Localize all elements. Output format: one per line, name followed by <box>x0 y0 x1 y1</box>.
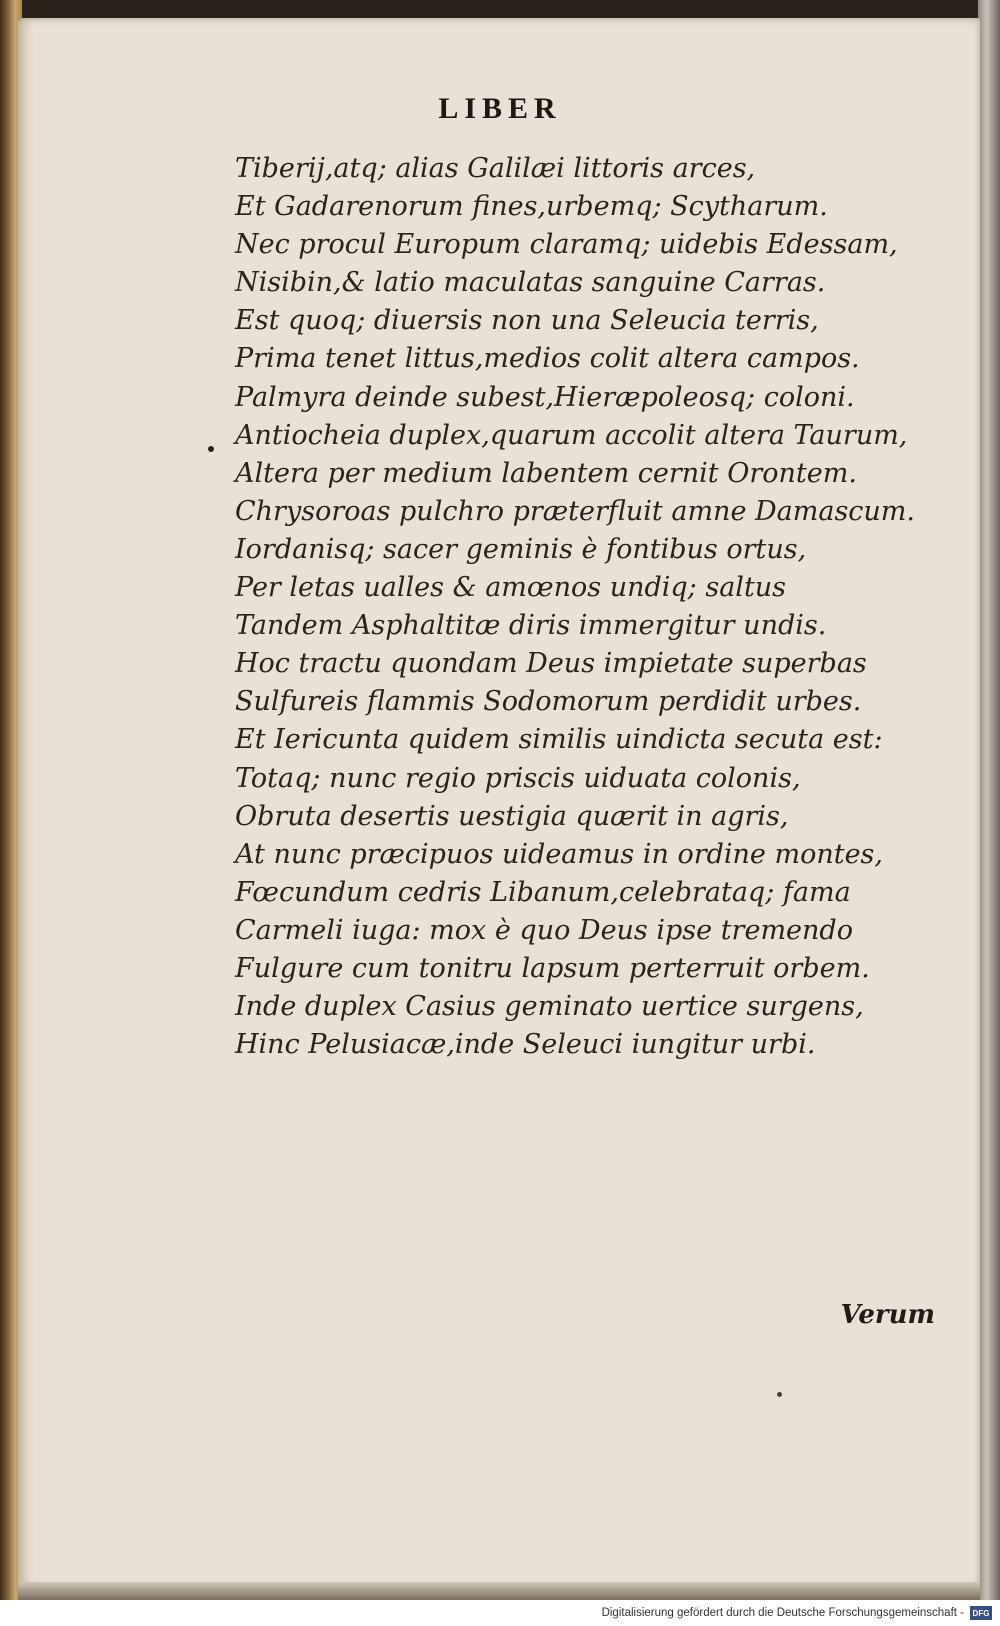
verse-line: Totaq; nunc regio priscis uiduata colonis, <box>235 762 801 794</box>
verse-list <box>235 150 935 1064</box>
verse-line: Carmeli iuga: mox è quo Deus ipse tremendo <box>235 914 853 946</box>
verse-line: Obruta desertis uestigia quærit in agris, <box>235 800 789 832</box>
verse-line: Est quoq; diuersis non una Seleucia terris, <box>235 305 819 337</box>
digitization-footer <box>0 1603 1000 1623</box>
verse-line: Fulgure cum tonitru lapsum perterruit orbem. <box>235 952 870 984</box>
verse-line: Tiberij,atq; alias Galilæi littoris arces, <box>235 153 756 184</box>
verse-line: Antiocheia duplex,quarum accolit altera Taurum, <box>235 419 908 451</box>
ink-speck <box>777 1392 782 1397</box>
verse-line: Tandem Asphaltitæ diris immergitur undis. <box>235 610 827 642</box>
book-fore-edge <box>978 0 1000 1600</box>
verse-line: Iordanisq; sacer geminis è fontibus ortus, <box>235 533 807 565</box>
verse-line: Hinc Pelusiacæ,inde Seleuci iungitur urbi. <box>235 1029 816 1061</box>
verse-line: Hoc tractu quondam Deus impietate superbas <box>235 648 867 680</box>
verse-line: Et Gadarenorum fines,urbemq; Scytharum. <box>235 191 828 223</box>
verse-line: At nunc præcipuos uideamus in ordine montes, <box>235 838 883 870</box>
verse-marker <box>208 446 214 452</box>
verse-line: Fœcundum cedris Libanum,celebrataq; fama <box>235 876 851 908</box>
verse-line: Nisibin,& latio maculatas sanguine Carras. <box>235 267 826 299</box>
verse-line: Et Iericunta quidem similis uindicta secuta est: <box>235 724 883 756</box>
dfg-logo: DFG <box>970 1606 992 1620</box>
verse-line: Nec procul Europum claramq; uidebis Edessam, <box>235 229 898 261</box>
verse-line: Chrysoroas pulchro præterfluit amne Damascum. <box>235 495 915 527</box>
verse-line: Sulfureis flammis Sodomorum perdidit urbes. <box>235 686 862 718</box>
verse-line: Altera per medium labentem cernit Orontem. <box>235 457 857 489</box>
catchword: Verum <box>840 1300 935 1330</box>
page-bottom-edge <box>18 1582 980 1600</box>
funding-credit: Digitalisierung gefördert durch die Deutsche Forschungsgemeinschaft - <box>601 1607 964 1619</box>
verse-line: Prima tenet littus,medios colit altera campos. <box>235 343 860 375</box>
verse-line: Inde duplex Casius geminato uertice surgens, <box>235 991 864 1023</box>
verse-line: Palmyra deinde subest,Hieræpoleosq; coloni. <box>235 381 855 413</box>
running-head: LIBER <box>438 92 562 125</box>
verse-line: Per letas ualles & amœnos undiq; saltus <box>235 572 787 604</box>
